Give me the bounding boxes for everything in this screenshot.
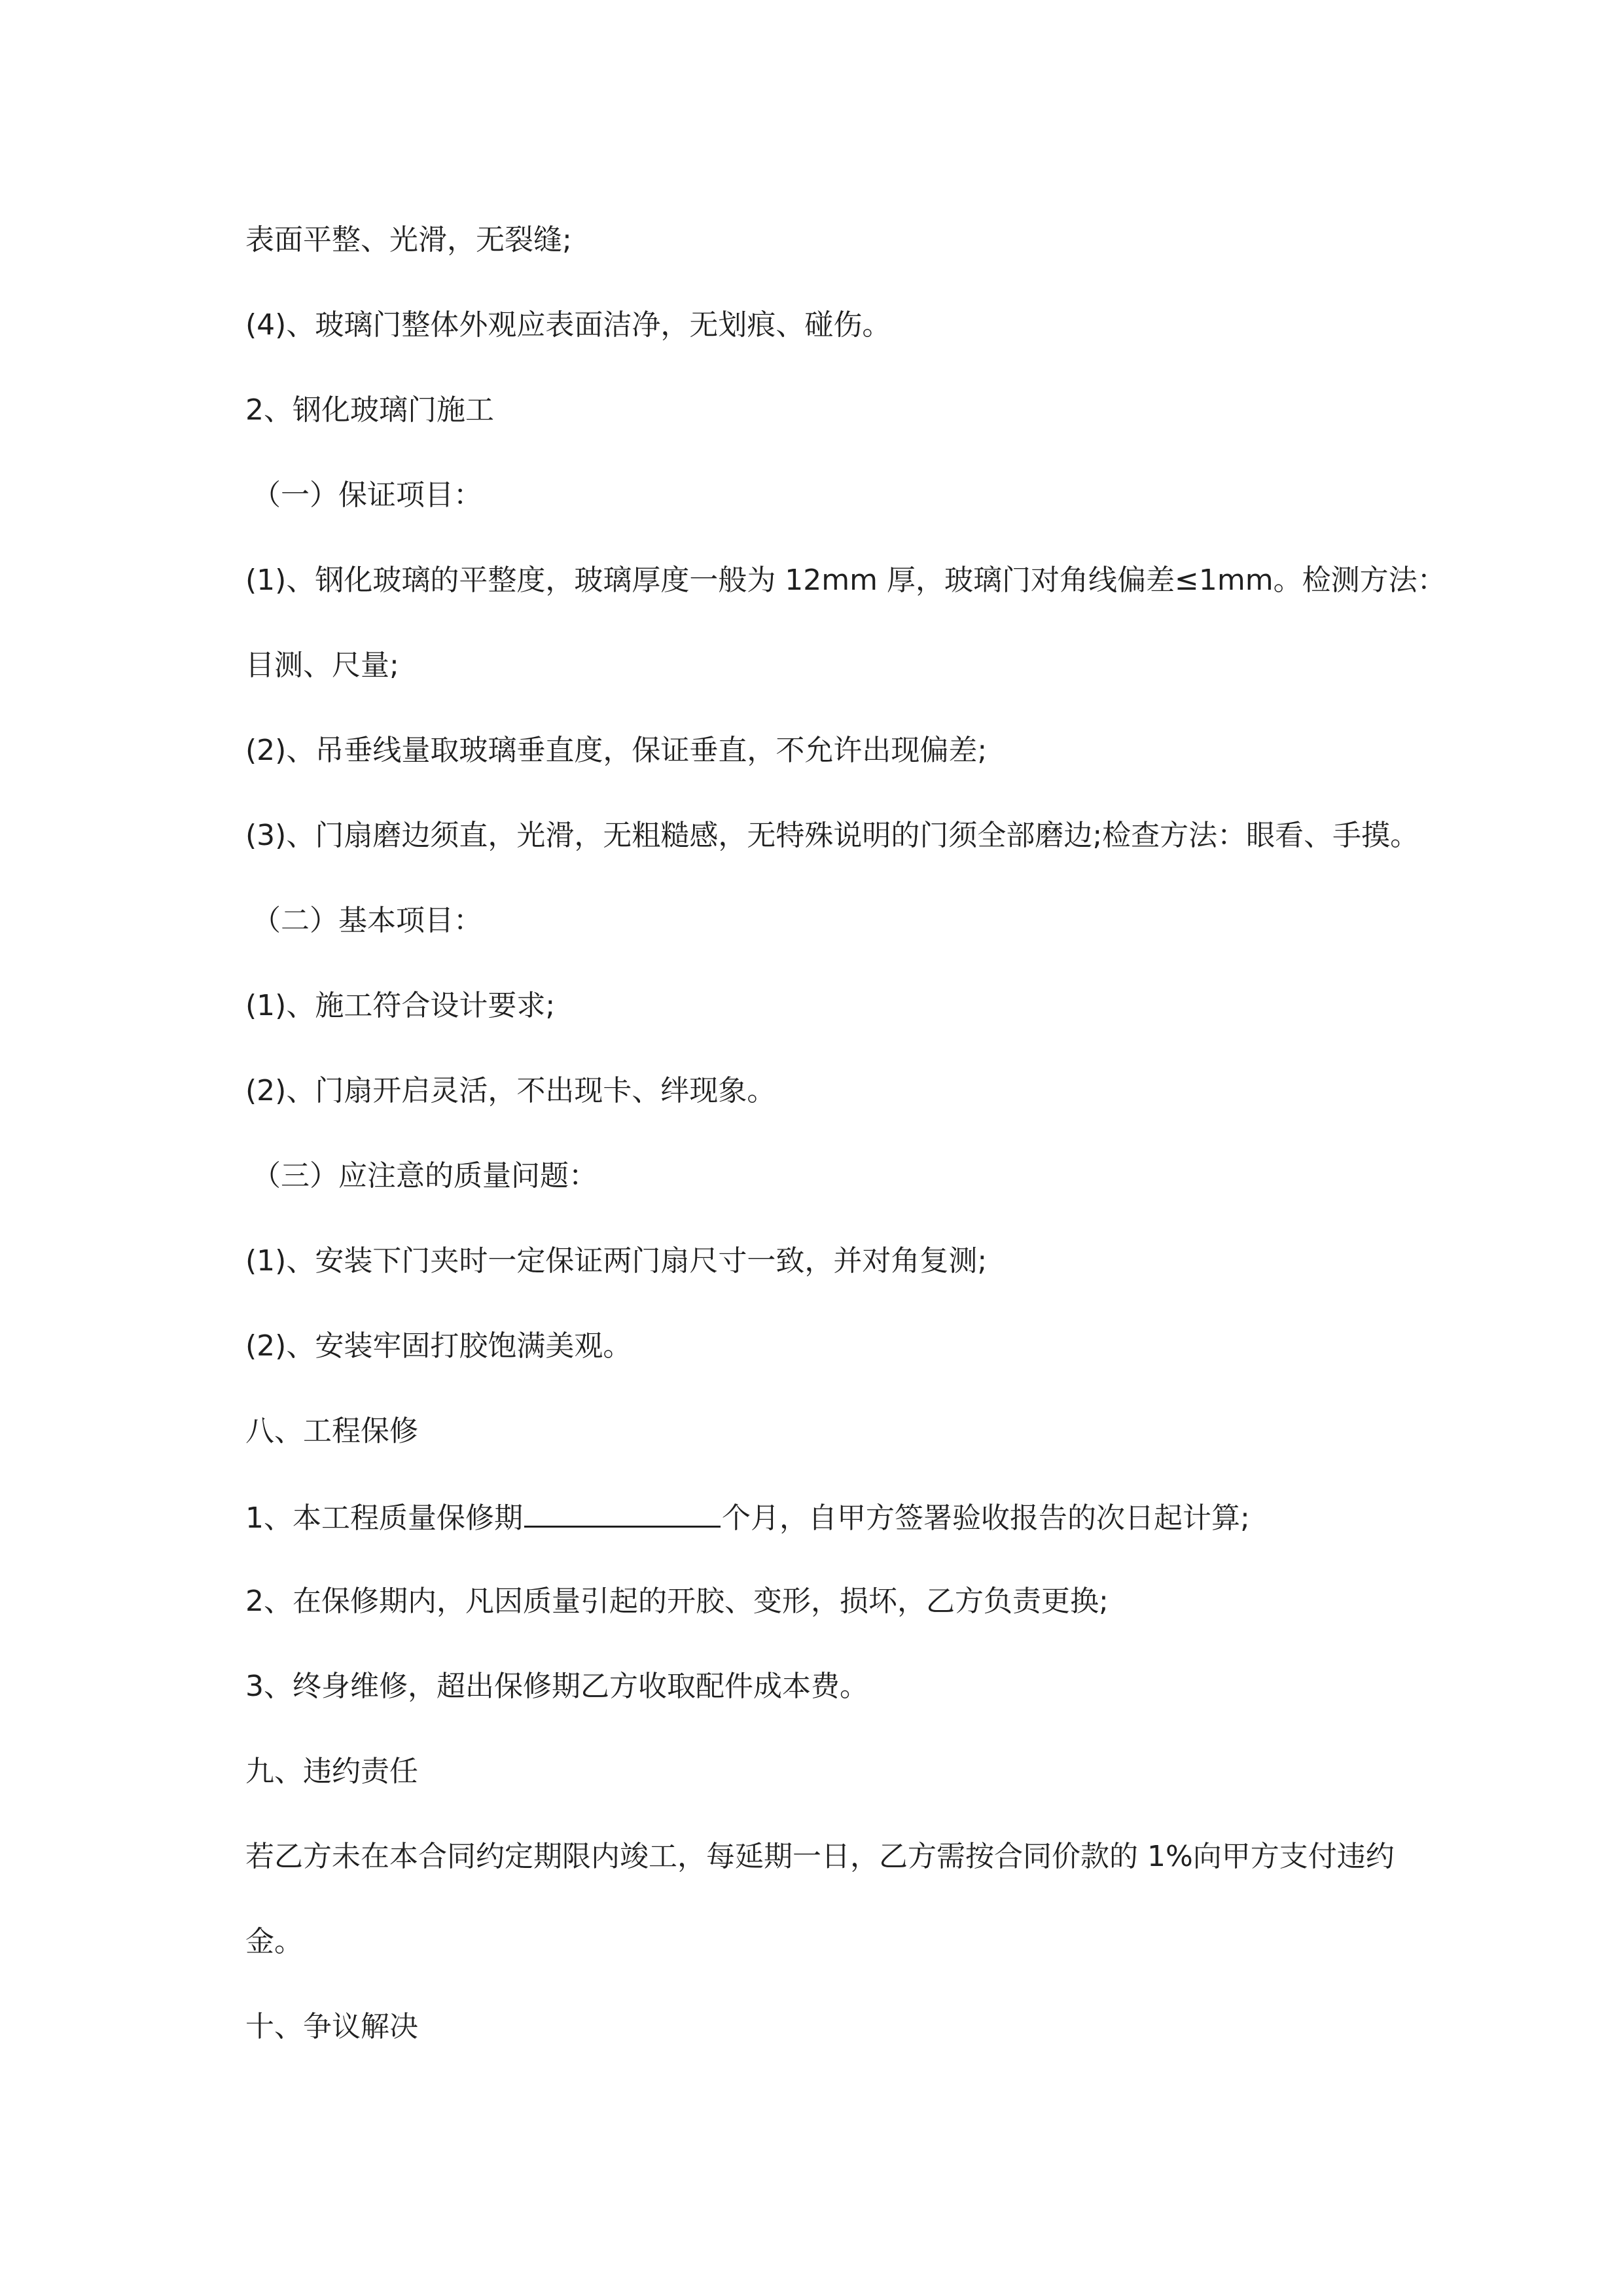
paragraph-quality-issue-1: (1)、安装下门夹时一定保证两门扇尺寸一致，并对角复测; — [245, 1244, 988, 1278]
section-heading-tempered-glass-door: 2、钢化玻璃门施工 — [245, 393, 494, 427]
subheading-basic-items: （二）基本项目： — [252, 904, 482, 937]
paragraph-item-1-continuation: 目测、尺量; — [245, 649, 399, 682]
paragraph-item-4-appearance: (4)、玻璃门整体外观应表面洁净，无划痕、碰伤。 — [245, 308, 891, 342]
paragraph-surface-requirement: 表面平整、光滑，无裂缝; — [245, 223, 572, 257]
paragraph-basic-item-1: (1)、施工符合设计要求; — [245, 989, 556, 1022]
paragraph-item-1-flatness: (1)、钢化玻璃的平整度，玻璃厚度一般为 12mm 厚，玻璃门对角线偏差≤1mm。检测方法： — [245, 564, 1446, 597]
paragraph-warranty-period — [245, 1496, 1250, 1537]
warranty-period-text-after: 个月，自甲方签署验收报告的次日起计算; — [722, 1501, 1250, 1535]
paragraph-delay-penalty: 若乙方未在本合同约定期限内竣工，每延期一日，乙方需按合同价款的 1%向甲方支付违约 — [245, 1840, 1395, 1873]
paragraph-warranty-replacement: 2、在保修期内，凡因质量引起的开胶、变形，损坏，乙方负责更换; — [245, 1585, 1109, 1618]
paragraph-item-3-edging: (3)、门扇磨边须直，光滑，无粗糙感，无特殊说明的门须全部磨边;检查方法：眼看、手摸。 — [245, 819, 1419, 852]
paragraph-delay-penalty-continuation: 金。 — [245, 1925, 303, 1958]
warranty-period-text-before: 1、本工程质量保修期 — [245, 1501, 523, 1535]
paragraph-basic-item-2: (2)、门扇开启灵活，不出现卡、绊现象。 — [245, 1074, 776, 1107]
subheading-quality-issues: （三）应注意的质量问题： — [252, 1159, 597, 1193]
warranty-months-blank — [524, 1496, 721, 1528]
paragraph-quality-issue-2: (2)、安装牢固打胶饱满美观。 — [245, 1329, 632, 1363]
subheading-guarantee-items: （一）保证项目： — [252, 478, 482, 512]
section-heading-breach-liability: 九、违约责任 — [245, 1755, 418, 1788]
paragraph-item-2-verticality: (2)、吊垂线量取玻璃垂直度，保证垂直，不允许出现偏差; — [245, 734, 988, 767]
section-heading-warranty: 八、工程保修 — [245, 1414, 418, 1448]
paragraph-lifetime-maintenance: 3、终身维修，超出保修期乙方收取配件成本费。 — [245, 1670, 868, 1703]
section-heading-dispute-resolution: 十、争议解决 — [245, 2010, 418, 2043]
